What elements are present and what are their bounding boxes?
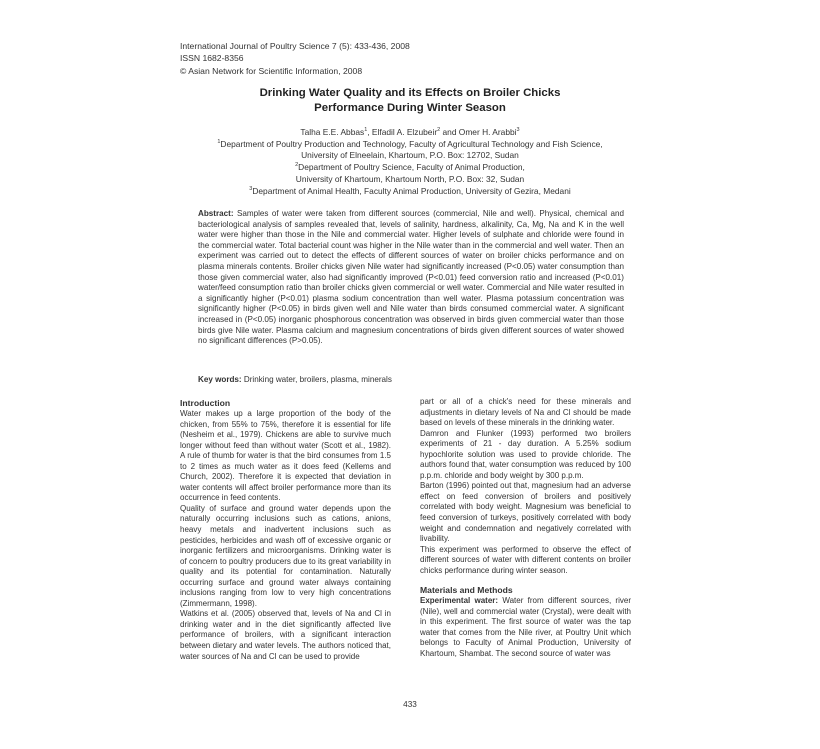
experimental-water-label: Experimental water: [420, 596, 499, 606]
author-2: , Elfadil A. Elzubeir [367, 127, 438, 137]
title-line-1: Drinking Water Quality and its Effects on Broiler Chicks [259, 87, 561, 99]
abstract [198, 209, 624, 347]
keywords-text: Drinking water, broilers, plasma, minerals [243, 375, 392, 384]
methods-paragraph [420, 596, 631, 659]
keywords [198, 375, 624, 386]
right-paragraph-1: part or all of a chick's need for these minerals and adjustments in dietary levels of Na and Cl should be made based on levels of these minerals in the drinking water. [420, 397, 631, 428]
affiliation-1-line-2: University of Elneelain, Khartoum, P.O. Box: 12702, Sudan [301, 150, 519, 161]
author-1: Talha E.E. Abbas [300, 127, 365, 137]
intro-paragraph-1: Water makes up a large proportion of the body of the chicken, from 55% to 75%, therefore it is essential for life (Nesheim et al., 1979). Chickens are able to survive much longer without feed than without water (Scott et al., 1982). A rule of thumb for water is that the bird consumes from 1.5 to 2 times as much water as it does feed (Kellems and Church, 2002). Therefore it is expected that deviation in water contents will affect broiler performance more than its occurrence in feed contents. [180, 409, 391, 503]
right-paragraph-4: This experiment was performed to observe the effect of different sources of water with different contents on broiler chicks performance during winter season. [420, 544, 631, 575]
right-paragraph-3: Barton (1996) pointed out that, magnesium had an adverse effect on feed conversion of broilers and positively correlated with body weight. Magnesium was beneficial to feed conversion of turkeys, positively correlated with body weight and condemnation and negatively correlated with livability. [420, 481, 631, 544]
methods-text: Water from different sources, river (Nile), well and commercial water (Crystal), were dealt with in this experiment. The first source of water was the tap water that comes from the Nile river, at Poultry Unit which belongs to Faculty of Animal Production, University of Khartoum, Shambat. The second source of water was [420, 596, 631, 659]
issn: ISSN 1682-8356 [180, 53, 244, 64]
intro-paragraph-2: Quality of surface and ground water depends upon the naturally occurring inclusions such as cations, anions, heavy metals and inadvertent inclusions such as pesticides, herbicides and wash off of excessive organic or inorganic fertilizers and microorganisms. Drinking water is of concern to poultry producers due to its great variability in quality and its potential for contamination. Naturally occurring surface and ground water always containing inclusions ranging from low to very high concentrations (Zimmermann, 1998). [180, 503, 391, 608]
authors-block [150, 127, 670, 197]
page-number: 433 [403, 700, 417, 709]
affiliation-1-line-1: Department of Poultry Production and Technology, Faculty of Agricultural Technology and Fish Science, [220, 138, 603, 149]
affiliation-3-line-1: Department of Animal Health, Faculty Animal Production, University of Gezira, Medani [252, 185, 571, 196]
paper-title [150, 86, 670, 115]
right-paragraph-2: Damron and Flunker (1993) performed two broilers experiments of 21 - day duration. A 5.25% sodium hypochlorite solution was used to provide chloride. The authors found that, water consumption was reduced by 100 p.p.m. chloride and body weight by 300 p.p.m. [420, 428, 631, 480]
abstract-label: Abstract: [198, 209, 234, 218]
author-1-sup: 1 [364, 127, 368, 134]
affiliation-1-sup: 1 [217, 138, 221, 145]
affiliation-3-sup: 3 [249, 185, 253, 192]
author-3-sup: 3 [516, 127, 520, 134]
author-list [150, 127, 670, 139]
affiliation-2-line-2: University of Khartoum, Khartoum North, P.O. Box: 32, Sudan [295, 173, 525, 184]
copyright: © Asian Network for Scientific Information, 2008 [180, 65, 363, 76]
journal-header [180, 40, 410, 77]
intro-paragraph-3: Watkins et al. (2005) observed that, levels of Na and Cl in drinking water and in the diet significantly affected live performance of broilers, with a significant interaction between dietary and water levels. The authors noticed that, water sources of Na and Cl can be used to provide [180, 609, 391, 661]
left-column [180, 397, 391, 662]
affiliation-1 [150, 139, 670, 151]
affiliation-3 [150, 186, 670, 198]
methods-heading: Materials and Methods [420, 585, 513, 596]
introduction-heading: Introduction [180, 398, 231, 408]
author-2-sup: 2 [437, 127, 441, 134]
abstract-text: Samples of water were taken from different sources (commercial, Nile and well). Physical, chemical and bacteriological analysis of samples revealed that, levels of salinity, hardness, alkalinity, Ca, Mg, Na and K in the well water were higher than those in the Nile and commercial water. Higher levels of sulphate and chloride were found in the commercial water. Total bacterial count was higher in the Nile water than in the commercial and well water. Then an experiment was carried out to detect the effects of different sources of water on broiler chicks performance and on plasma minerals contents. Broiler chicks given Nile water had significantly increased (P<0.05) water consumption than those given commercial water, also had significantly improved (P<0.01) feed conversion ratio and increased (P<0.01) water/feed consumption ratio than broiler chicks given commercial or well water. Commercial and Nile water resulted in a significantly higher (P<0.01) plasma sodium concentration than well water. Plasma potassium concentration was significantly higher (P<0.05) in birds given well and Nile water than birds consumed commercial water. A significant increased in (P<0.05) inorganic phosphorous concentration was observed in birds given commercial water than those birds give Nile water. Plasma calcium and magnesium concentrations of birds given different sources of water showed no significant differences (P>0.05). [198, 209, 624, 346]
journal-citation: International Journal of Poultry Science 7 (5): 433-436, 2008 [180, 41, 410, 51]
affiliation-2-line-1: Department of Poultry Science, Faculty of Animal Production, [298, 162, 525, 173]
affiliation-2 [150, 162, 670, 174]
title-line-2: Performance During Winter Season [314, 101, 506, 114]
right-column [420, 397, 631, 660]
author-3: and Omer H. Arabbi [440, 127, 517, 137]
keywords-label: Key words: [198, 375, 242, 384]
affiliation-2-sup: 2 [295, 162, 299, 169]
